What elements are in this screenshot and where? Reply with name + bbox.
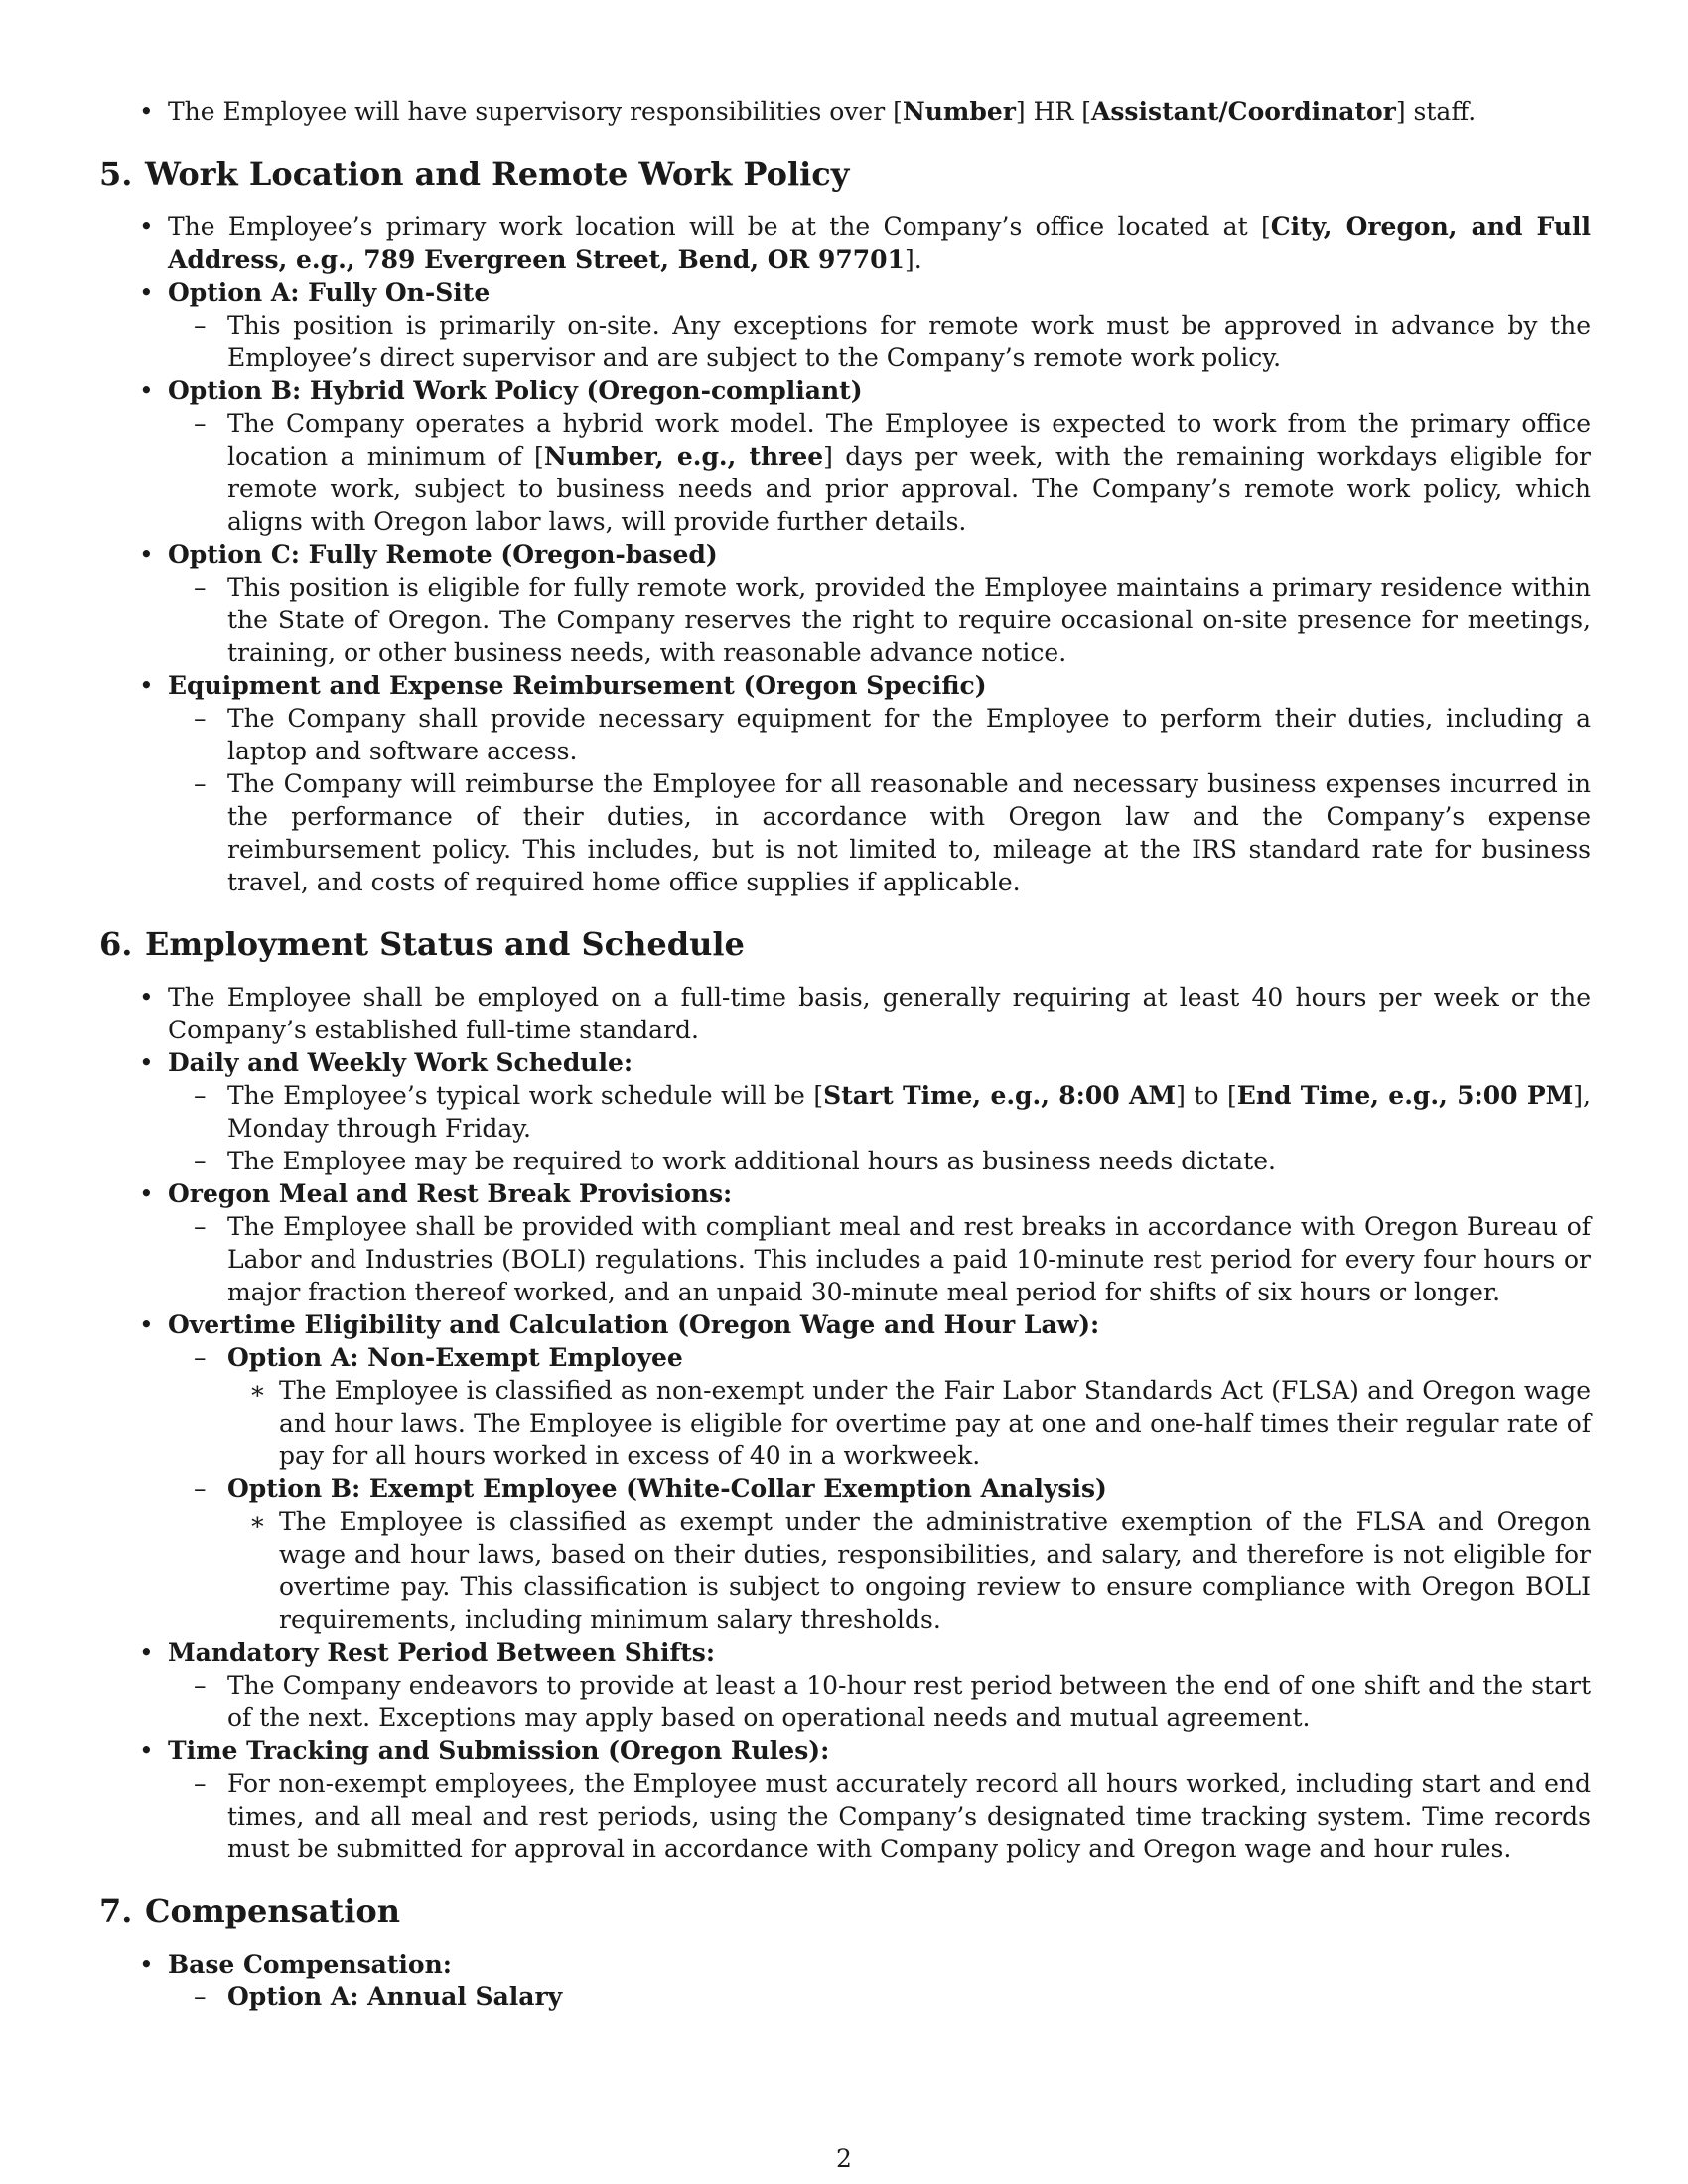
- overtime-option-b: [168, 1472, 1591, 1636]
- placeholder-staff: Assistant/Coordinator: [1090, 97, 1396, 126]
- text-span: The Employee will have supervisory responsibilities over [: [168, 97, 903, 126]
- sub-list: [168, 571, 1591, 669]
- sub-item: – The Employee shall be provided with compliant meal and rest breaks in accordance with Oregon Bureau of Labor and Industries (BOLI) regulations. This includes a paid 10-minute rest period for every four hours or major fraction thereof worked, and an unpaid 30-minute meal period for shifts of six hours or longer.: [168, 1210, 1591, 1308]
- option-label: Equipment and Expense Reimbursement (Oregon Specific): [168, 671, 987, 700]
- sub-list: [168, 407, 1591, 538]
- rest-between-shifts-bullet: [99, 1636, 1591, 1734]
- section-7-list: [99, 1948, 1591, 2013]
- sub-item: – For non-exempt employees, the Employee must accurately record all hours worked, including start and end times, and all meal and rest periods, using the Company’s designated time tracking system. Time records must be submitted for approval in accordance with Company policy and Oregon wage and hour rules.: [168, 1767, 1591, 1865]
- option-label: Daily and Weekly Work Schedule:: [168, 1048, 633, 1077]
- option-label: Option B: Hybrid Work Policy (Oregon-compliant): [168, 376, 863, 405]
- sub-sub-list: [227, 1505, 1591, 1636]
- text-span: ] days per week, with the remaining workdays eligible for remote work, subject to business needs and prior approval. The Company’s remote work policy, which aligns with Oregon labor laws, will provide further details.: [227, 442, 1591, 536]
- text-span: The Company operates a hybrid work model. The Employee is expected to work from the primary office location a minimum of [: [227, 409, 1591, 471]
- placeholder-end-time: End Time, e.g., 5:00 PM: [1236, 1081, 1574, 1110]
- sub-list: [168, 1079, 1591, 1177]
- base-compensation-bullet: [99, 1948, 1591, 2013]
- text-span: ] HR [: [1015, 97, 1091, 126]
- option-label: Option A: Annual Salary: [227, 1982, 563, 2011]
- placeholder-start-time: Start Time, e.g., 8:00 AM: [823, 1081, 1177, 1110]
- overtime-option-a: [168, 1341, 1591, 1472]
- option-c-remote-bullet: [99, 538, 1591, 669]
- option-a-onsite-bullet: [99, 276, 1591, 374]
- section-number: 5.: [99, 155, 133, 193]
- overtime-bullet: [99, 1308, 1591, 1636]
- option-b-hybrid-bullet: [99, 374, 1591, 538]
- section-5-heading: [99, 154, 1591, 194]
- sub-list: [168, 1669, 1591, 1734]
- work-location-bullet: [99, 210, 1591, 276]
- placeholder-address: City, Oregon, and Full Address, e.g., 789 Evergreen Street, Bend, OR 97701: [168, 212, 1591, 274]
- text-span: ], Monday through Friday.: [227, 1081, 1591, 1143]
- option-label: Overtime Eligibility and Calculation (Oregon Wage and Hour Law):: [168, 1310, 1100, 1339]
- option-label: Base Compensation:: [168, 1950, 452, 1979]
- fulltime-bullet: • The Employee shall be employed on a full-time basis, generally requiring at least 40 hours per week or the Company’s established full-time standard.: [99, 981, 1591, 1046]
- sub-item: [168, 407, 1591, 538]
- section-5-list: [99, 210, 1591, 898]
- text-span: ] staff.: [1395, 97, 1477, 126]
- section-7-heading: [99, 1891, 1591, 1931]
- sub-list: [168, 309, 1591, 374]
- sub-item: – The Company endeavors to provide at least a 10-hour rest period between the end of one shift and the start of the next. Exceptions may apply based on operational needs and mutual agreement.: [168, 1669, 1591, 1734]
- sub-list: [168, 1980, 1591, 2013]
- section-6-list: [99, 981, 1591, 1865]
- option-label: Option A: Non-Exempt Employee: [227, 1343, 683, 1372]
- option-label: Option C: Fully Remote (Oregon-based): [168, 540, 718, 569]
- section-title: Compensation: [145, 1892, 400, 1930]
- section-number: 7.: [99, 1892, 133, 1930]
- sub-item: – The Company will reimburse the Employee for all reasonable and necessary business expenses incurred in the performance of their duties, in accordance with Oregon law and the Company’s expense reimbursement policy. This includes, but is not limited to, mileage at the IRS standard rate for business travel, and costs of required home office supplies if applicable.: [168, 767, 1591, 898]
- sub-sub-item: ∗ The Employee is classified as exempt under the administrative exemption of the FLSA and Oregon wage and hour laws, based on their duties, responsibilities, and salary, and therefore is not eligible for overtime pay. This classification is subject to ongoing review to ensure compliance with Oregon BOLI requirements, including minimum salary thresholds.: [227, 1505, 1591, 1636]
- sub-item: – This position is eligible for fully remote work, provided the Employee maintains a primary residence within the State of Oregon. The Company reserves the right to require occasional on-site presence for meetings, training, or other business needs, with reasonable advance notice.: [168, 571, 1591, 669]
- sub-item: – The Employee may be required to work additional hours as business needs dictate.: [168, 1145, 1591, 1177]
- sub-item: – The Company shall provide necessary equipment for the Employee to perform their duties, including a laptop and software access.: [168, 702, 1591, 767]
- placeholder-days: Number, e.g., three: [543, 442, 824, 471]
- text-span: The Employee’s primary work location will be at the Company’s office located at [: [168, 212, 1271, 241]
- supervisory-bullet: [99, 95, 1591, 128]
- section-title: Work Location and Remote Work Policy: [145, 155, 850, 193]
- section-number: 6.: [99, 925, 133, 963]
- sub-list: [168, 702, 1591, 898]
- option-label: Oregon Meal and Rest Break Provisions:: [168, 1179, 733, 1208]
- sub-item: – This position is primarily on-site. Any exceptions for remote work must be approved in advance by the Employee’s direct supervisor and are subject to the Company’s remote work policy.: [168, 309, 1591, 374]
- text-span: ].: [904, 245, 922, 274]
- equipment-bullet: [99, 669, 1591, 898]
- section-title: Employment Status and Schedule: [145, 925, 745, 963]
- section-6-heading: [99, 924, 1591, 964]
- option-label: Option B: Exempt Employee (White-Collar Exemption Analysis): [227, 1474, 1107, 1503]
- schedule-bullet: [99, 1046, 1591, 1177]
- sub-sub-list: [227, 1374, 1591, 1472]
- placeholder-number: Number: [902, 97, 1016, 126]
- sub-sub-item: ∗ The Employee is classified as non-exempt under the Fair Labor Standards Act (FLSA) and Oregon wage and hour laws. The Employee is eligible for overtime pay at one and one-half times their regular rate of pay for all hours worked in excess of 40 in a workweek.: [227, 1374, 1591, 1472]
- option-label: Option A: Fully On-Site: [168, 278, 491, 307]
- sub-list: [168, 1767, 1591, 1865]
- sub-list: [168, 1341, 1591, 1636]
- time-tracking-bullet: [99, 1734, 1591, 1865]
- text-span: ] to [: [1176, 1081, 1237, 1110]
- breaks-bullet: [99, 1177, 1591, 1308]
- intro-list: [99, 95, 1591, 128]
- text-span: The Employee’s typical work schedule will be [: [227, 1081, 824, 1110]
- sub-item: [168, 1980, 1591, 2013]
- page-number: 2: [836, 2144, 852, 2173]
- page-content: [99, 95, 1591, 2013]
- option-label: Mandatory Rest Period Between Shifts:: [168, 1638, 716, 1667]
- option-label: Time Tracking and Submission (Oregon Rules):: [168, 1736, 830, 1765]
- sub-list: [168, 1210, 1591, 1308]
- sub-item: [168, 1079, 1591, 1145]
